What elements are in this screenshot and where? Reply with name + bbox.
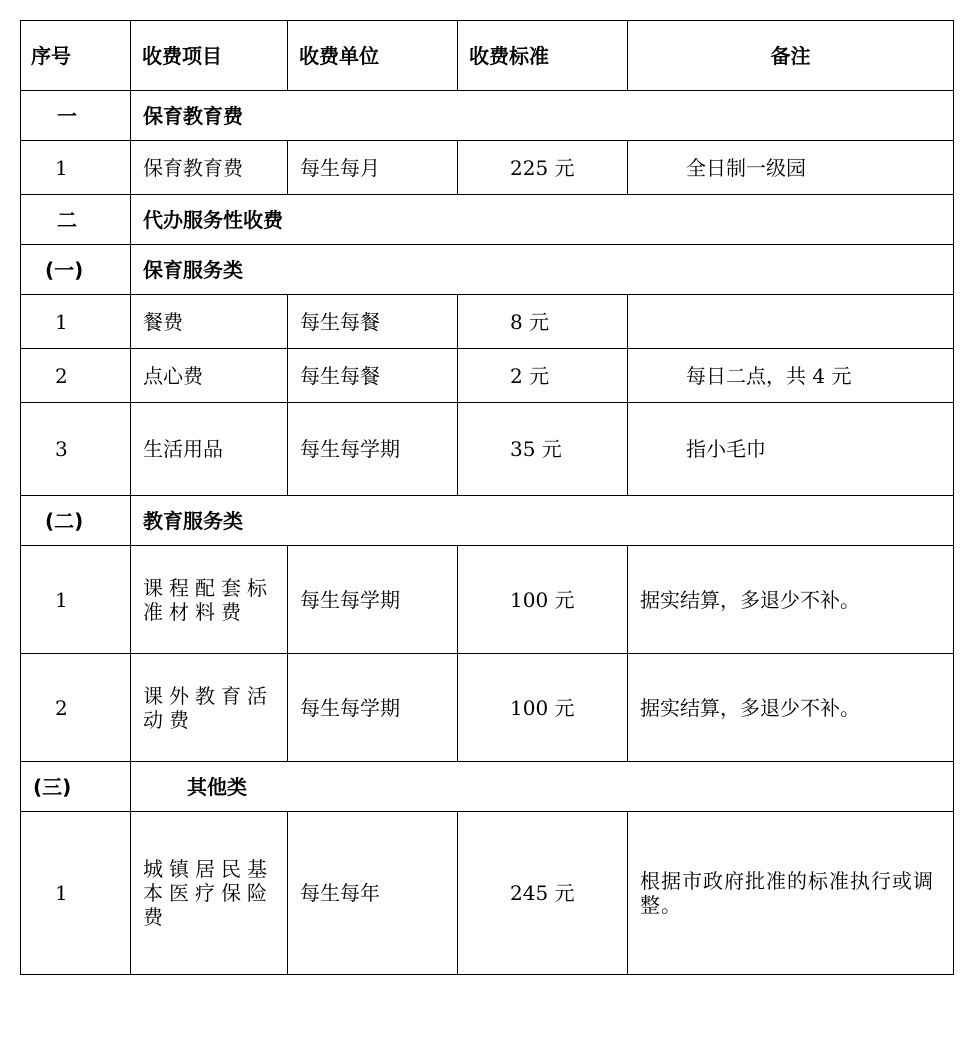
table-row: [21, 546, 954, 654]
row-note: 据实结算，多退少不补。: [628, 546, 954, 654]
row-unit: 每生每餐: [288, 349, 458, 403]
fee-table: [20, 20, 954, 975]
subsection-no: (三): [21, 762, 131, 812]
row-item: 生活用品: [131, 403, 288, 496]
section-title: 代办服务性收费: [131, 195, 954, 245]
row-no: 3: [21, 403, 131, 496]
subsection-title: 保育服务类: [131, 245, 954, 295]
table-row: [21, 141, 954, 195]
header-no: 序号: [21, 21, 131, 91]
row-item: 课外教育活动费: [131, 654, 288, 762]
row-no: 1: [21, 295, 131, 349]
row-no: 1: [21, 141, 131, 195]
row-note: 全日制一级园: [628, 141, 954, 195]
subsection-row: [21, 762, 954, 812]
subsection-title: 教育服务类: [131, 496, 954, 546]
header-unit: 收费单位: [288, 21, 458, 91]
row-standard: 225 元: [458, 141, 628, 195]
table-row: [21, 812, 954, 975]
row-note: 每日二点，共 4 元: [628, 349, 954, 403]
table-header-row: [21, 21, 954, 91]
table-row: [21, 295, 954, 349]
row-note: 根据市政府批准的标准执行或调整。: [628, 812, 954, 975]
subsection-row: [21, 245, 954, 295]
section-row: [21, 91, 954, 141]
row-note: 据实结算，多退少不补。: [628, 654, 954, 762]
subsection-row: [21, 496, 954, 546]
row-item: 城镇居民基本医疗保险费: [131, 812, 288, 975]
row-item: 保育教育费: [131, 141, 288, 195]
row-standard: 8 元: [458, 295, 628, 349]
row-no: 1: [21, 546, 131, 654]
row-item: 餐费: [131, 295, 288, 349]
row-standard: 100 元: [458, 654, 628, 762]
row-no: 2: [21, 654, 131, 762]
subsection-title: 其他类: [131, 762, 954, 812]
table-row: [21, 403, 954, 496]
row-note: [628, 295, 954, 349]
row-standard: 100 元: [458, 546, 628, 654]
row-unit: 每生每年: [288, 812, 458, 975]
table-row: [21, 349, 954, 403]
row-standard: 35 元: [458, 403, 628, 496]
row-unit: 每生每学期: [288, 654, 458, 762]
subsection-no: (二): [21, 496, 131, 546]
header-note: 备注: [628, 21, 954, 91]
row-item: 点心费: [131, 349, 288, 403]
header-standard: 收费标准: [458, 21, 628, 91]
row-note: 指小毛巾: [628, 403, 954, 496]
section-no: 二: [21, 195, 131, 245]
row-unit: 每生每餐: [288, 295, 458, 349]
section-no: 一: [21, 91, 131, 141]
row-no: 1: [21, 812, 131, 975]
row-standard: 2 元: [458, 349, 628, 403]
table-row: [21, 654, 954, 762]
row-unit: 每生每学期: [288, 546, 458, 654]
section-row: [21, 195, 954, 245]
subsection-no: (一): [21, 245, 131, 295]
row-standard: 245 元: [458, 812, 628, 975]
row-no: 2: [21, 349, 131, 403]
row-unit: 每生每月: [288, 141, 458, 195]
section-title: 保育教育费: [131, 91, 954, 141]
row-item: 课程配套标准材料费: [131, 546, 288, 654]
row-unit: 每生每学期: [288, 403, 458, 496]
header-item: 收费项目: [131, 21, 288, 91]
